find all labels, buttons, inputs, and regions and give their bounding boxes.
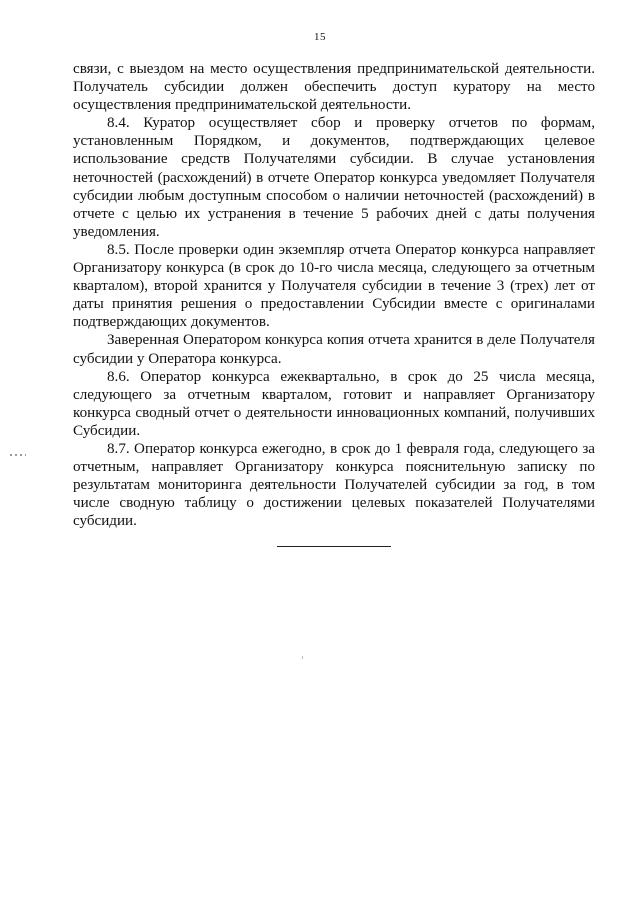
paragraph-8-7: 8.7. Оператор конкурса ежегодно, в срок до 1 февраля года, следующего за отчетным, направляет Организатору конкурса пояснительную записку по результатам мониторинга деятельности Получателей субсидии за год, в том числе сводную таблицу о достижении целевых показателей Получателями субсидии. bbox=[73, 440, 595, 530]
paragraph-8-4: 8.4. Куратор осуществляет сбор и проверку отчетов по формам, установленным Порядком, и документов, подтверждающих целевое использование средств Получателями субсидии. В случае установления неточностей (расхождений) в отчете Оператор конкурса уведомляет Получателя субсидии любым доступным способом о наличии неточностей (расхождений) в отчете с целью их устранения в течение 5 рабочих дней с даты получения уведомления. bbox=[73, 115, 595, 240]
page-number: 15 bbox=[314, 31, 326, 43]
scan-artifact-dot bbox=[302, 656, 303, 659]
scan-artifact bbox=[10, 454, 26, 456]
paragraph-8-6: 8.6. Оператор конкурса ежеквартально, в срок до 25 числа месяца, следующего за отчетным кварталом, готовит и направляет Организатору конкурса сводный отчет о деятельности инновационных компаний, получивших Субсидии. bbox=[73, 368, 595, 439]
paragraph-continuation: связи, с выездом на место осуществления предпринимательской деятельности. Получатель субсидии должен обеспечить доступ куратору на место осуществления предпринимательской деятельности. bbox=[73, 61, 595, 114]
paragraph-8-5: 8.5. После проверки один экземпляр отчета Оператор конкурса направляет Организатору конкурса (в срок до 10-го числа месяца, следующего за отчетным кварталом), второй хранится у Получателя субсидии в течение 3 (трех) лет от даты принятия решения о предоставлении Субсидии вместе с оригиналами подтверждающих документов. bbox=[73, 241, 595, 331]
end-of-document-rule bbox=[277, 546, 391, 547]
paragraph-certified-copy: Заверенная Оператором конкурса копия отчета хранится в деле Получателя субсидии у Оператора конкурса. bbox=[73, 332, 595, 367]
document-body bbox=[73, 60, 595, 530]
